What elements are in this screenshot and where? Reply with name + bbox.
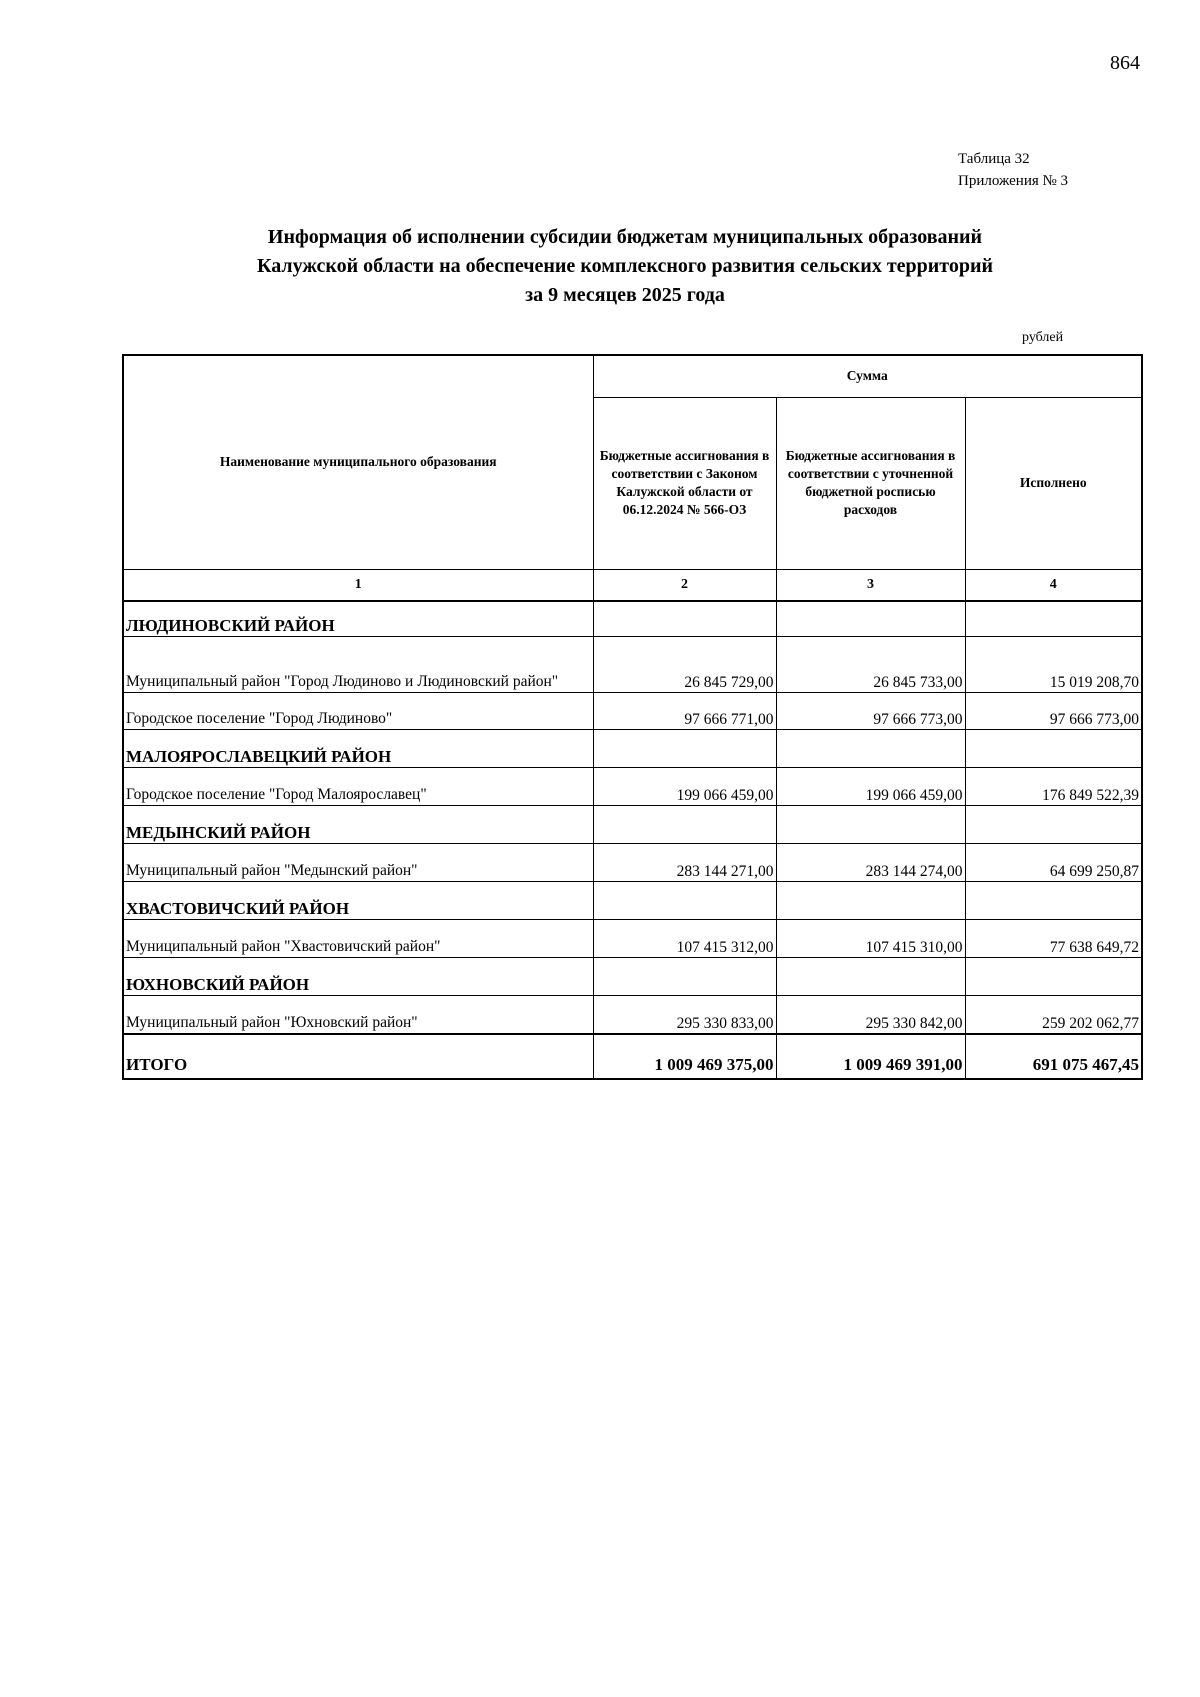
total-executed: 691 075 467,45 <box>965 1034 1142 1079</box>
municipality-name: Городское поселение "Город Малоярославец" <box>123 768 593 806</box>
district-row <box>123 958 1142 996</box>
law-appropriations-value: 97 666 771,00 <box>593 693 776 730</box>
municipality-name: Муниципальный район "Юхновский район" <box>123 996 593 1034</box>
law-appropriations-value: 199 066 459,00 <box>593 768 776 806</box>
total-refined-appropriations: 1 009 469 391,00 <box>776 1034 965 1079</box>
column-number-3: 3 <box>776 569 965 601</box>
executed-value: 97 666 773,00 <box>965 693 1142 730</box>
total-law-appropriations: 1 009 469 375,00 <box>593 1034 776 1079</box>
district-name: ЮХНОВСКИЙ РАЙОН <box>123 958 593 996</box>
executed-value: 77 638 649,72 <box>965 920 1142 958</box>
law-appropriations-value: 26 845 729,00 <box>593 637 776 693</box>
district-name: ХВАСТОВИЧСКИЙ РАЙОН <box>123 882 593 920</box>
column-number-4: 4 <box>965 569 1142 601</box>
table-row <box>123 693 1142 730</box>
refined-appropriations-value: 26 845 733,00 <box>776 637 965 693</box>
law-appropriations-value: 107 415 312,00 <box>593 920 776 958</box>
municipality-name: Муниципальный район "Медынский район" <box>123 844 593 882</box>
municipality-name: Муниципальный район "Город Людиново и Людиновский район" <box>123 637 593 693</box>
header-col-executed: Исполнено <box>965 397 1142 569</box>
document-title <box>110 223 1140 310</box>
page-number: 864 <box>1110 52 1140 74</box>
header-col-law-appropriations: Бюджетные ассигнования в соответствии с Законом Калужской области от 06.12.2024 № 566-ОЗ <box>593 397 776 569</box>
district-row <box>123 601 1142 637</box>
district-row <box>123 882 1142 920</box>
refined-appropriations-value: 283 144 274,00 <box>776 844 965 882</box>
executed-value: 15 019 208,70 <box>965 637 1142 693</box>
total-label: ИТОГО <box>123 1034 593 1079</box>
units-label: рублей <box>1022 330 1064 345</box>
title-line-1: Информация об исполнении субсидии бюджетам муниципальных образований <box>267 226 983 248</box>
title-line-2: Калужской области на обеспечение комплексного развития сельских территорий <box>256 255 994 277</box>
title-line-3: за 9 месяцев 2025 года <box>525 284 725 306</box>
municipality-name: Муниципальный район "Хвастовичский район" <box>123 920 593 958</box>
district-name: ЛЮДИНОВСКИЙ РАЙОН <box>123 601 593 637</box>
total-row <box>123 1034 1142 1079</box>
table-row <box>123 768 1142 806</box>
refined-appropriations-value: 295 330 842,00 <box>776 996 965 1034</box>
execution-table <box>122 354 1143 1080</box>
table-reference <box>958 148 1068 192</box>
municipality-name: Городское поселение "Город Людиново" <box>123 693 593 730</box>
header-municipality-name: Наименование муниципального образования <box>123 355 593 569</box>
refined-appropriations-value: 97 666 773,00 <box>776 693 965 730</box>
table-row <box>123 996 1142 1034</box>
district-row <box>123 806 1142 844</box>
table-row <box>123 844 1142 882</box>
table-row <box>123 920 1142 958</box>
table-row <box>123 637 1142 693</box>
column-number-1: 1 <box>123 569 593 601</box>
executed-value: 176 849 522,39 <box>965 768 1142 806</box>
district-name: МАЛОЯРОСЛАВЕЦКИЙ РАЙОН <box>123 730 593 768</box>
executed-value: 64 699 250,87 <box>965 844 1142 882</box>
district-row <box>123 730 1142 768</box>
executed-value: 259 202 062,77 <box>965 996 1142 1034</box>
header-sum: Сумма <box>593 355 1142 397</box>
law-appropriations-value: 295 330 833,00 <box>593 996 776 1034</box>
column-number-2: 2 <box>593 569 776 601</box>
appendix-number: Приложения № 3 <box>958 173 1069 189</box>
law-appropriations-value: 283 144 271,00 <box>593 844 776 882</box>
table-number: Таблица 32 <box>958 151 1030 167</box>
header-col-refined-appropriations: Бюджетные ассигнования в соответствии с уточненной бюджетной росписью расходов <box>776 397 965 569</box>
district-name: МЕДЫНСКИЙ РАЙОН <box>123 806 593 844</box>
refined-appropriations-value: 199 066 459,00 <box>776 768 965 806</box>
refined-appropriations-value: 107 415 310,00 <box>776 920 965 958</box>
